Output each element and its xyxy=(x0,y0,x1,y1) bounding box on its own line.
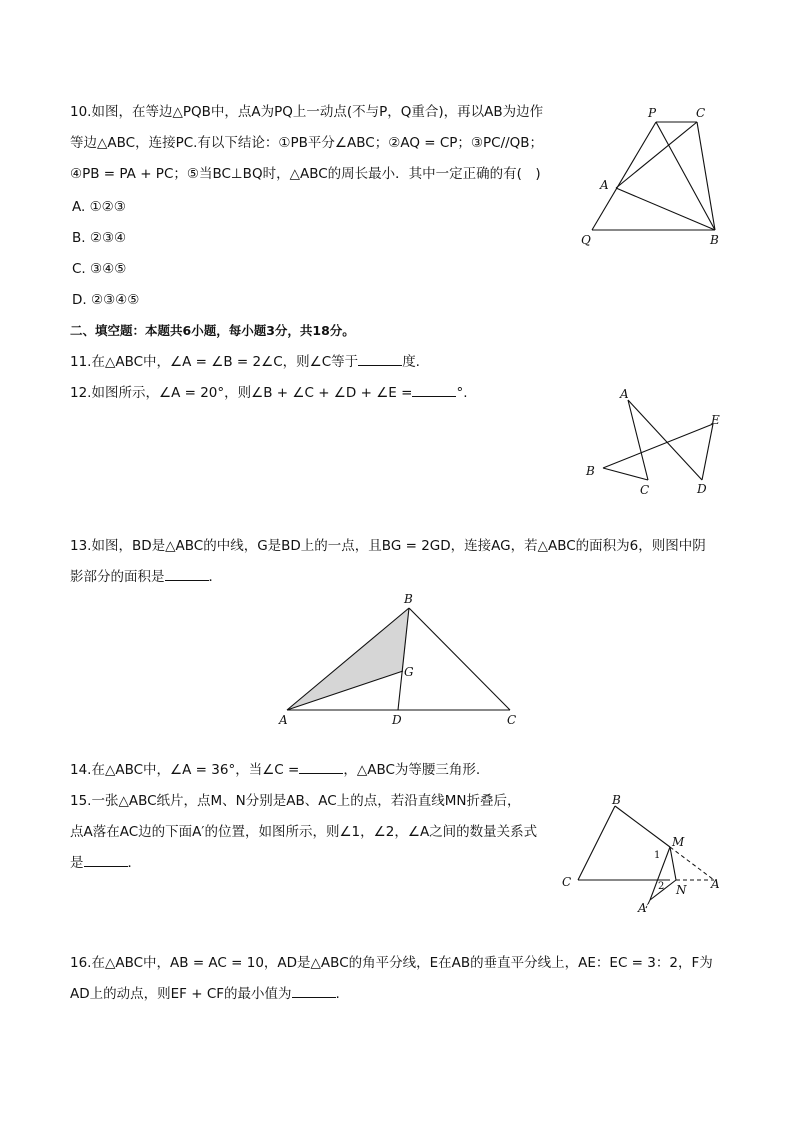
q15-label-n: N xyxy=(676,883,687,897)
q12-label-e: E xyxy=(711,413,720,427)
q15-label-a-prime: A′ xyxy=(638,901,650,915)
q15-line-3 xyxy=(70,854,141,872)
q10-option-a[interactable]: A. ①②③ xyxy=(72,199,126,215)
q12-label-d: D xyxy=(697,482,707,496)
q13-label-g: G xyxy=(404,665,414,679)
q13-line-2 xyxy=(70,568,222,586)
q15-label-c: C xyxy=(562,875,572,889)
q11-answer-blank[interactable] xyxy=(358,353,402,366)
q16-line-1: 16.在△ABC中，AB = AC = 10，AD是△ABC的角平分线，E在AB的垂直平分线上，AE：EC = 3：2，F为 xyxy=(70,955,713,971)
q10-option-c[interactable]: C. ③④⑤ xyxy=(72,261,127,277)
q15-label-angle-2: 2 xyxy=(658,881,665,892)
q10-label-c: C xyxy=(696,106,706,120)
q10-label-b: B xyxy=(710,233,719,247)
q15-label-b: B xyxy=(612,793,621,807)
q14-suffix: ，△ABC为等腰三角形. xyxy=(343,762,481,778)
q14-text: 14.在△ABC中，∠A = 36°，当∠C = xyxy=(70,762,300,778)
q10-option-b[interactable]: B. ②③④ xyxy=(72,230,127,246)
q14-line xyxy=(70,761,480,779)
q15-label-m: M xyxy=(672,835,685,849)
q13-line-1: 13.如图，BD是△ABC的中线，G是BD上的一点，且BG = 2GD，连接AG，若△ABC的面积为6，则图中阴 xyxy=(70,538,706,554)
q12-text: 12.如图所示，∠A = 20°，则∠B + ∠C + ∠D + ∠E = xyxy=(70,385,413,401)
q10-line-3: ④PB = PA + PC；⑤当BC⊥BQ时，△ABC的周长最小．其中一定正确的有( ) xyxy=(70,166,541,182)
q12-label-b: B xyxy=(586,464,595,478)
q15-label-angle-1: 1 xyxy=(654,850,661,861)
q11-line xyxy=(70,353,420,371)
section-2-title: 二、填空题：本题共6小题，每小题3分，共18分。 xyxy=(70,323,355,338)
q16-line-2 xyxy=(70,985,340,1003)
q16-text: AD上的动点，则EF + CF的最小值为 xyxy=(70,986,292,1002)
q13-text: 影部分的面积是 xyxy=(70,569,165,585)
q13-label-a: A xyxy=(279,713,288,727)
q10-label-q: Q xyxy=(581,233,591,247)
q10-label-p: P xyxy=(648,106,657,120)
q13-suffix: ． xyxy=(208,569,222,585)
q13-figure xyxy=(270,588,530,733)
q12-figure xyxy=(578,382,728,502)
q11-text: 11.在△ABC中，∠A = ∠B = 2∠C，则∠C等于 xyxy=(70,354,359,370)
q10-label-a: A xyxy=(600,178,609,192)
q15-text: 是 xyxy=(70,855,84,871)
q16-suffix: . xyxy=(335,986,340,1002)
q12-answer-blank[interactable] xyxy=(412,384,456,397)
q15-line-1: 15.一张△ABC纸片，点M、N分别是AB、AC上的点，若沿直线MN折叠后， xyxy=(70,793,521,809)
q12-suffix: °. xyxy=(456,385,468,401)
q13-label-c: C xyxy=(507,713,517,727)
q15-answer-blank[interactable] xyxy=(84,854,128,867)
q10-figure xyxy=(572,100,732,255)
q13-label-d: D xyxy=(392,713,402,727)
q16-answer-blank[interactable] xyxy=(292,985,336,998)
q12-label-a: A xyxy=(620,387,629,401)
q15-figure xyxy=(558,790,728,920)
q15-suffix: ． xyxy=(127,855,141,871)
q13-label-b: B xyxy=(404,592,413,606)
q11-suffix: 度. xyxy=(402,354,420,370)
q10-line-1: 10.如图，在等边△PQB中，点A为PQ上一动点(不与P，Q重合)，再以AB为边作 xyxy=(70,104,544,120)
q10-line-2: 等边△ABC，连接PC.有以下结论：①PB平分∠ABC；②AQ = CP；③PC//QB； xyxy=(70,135,544,151)
q12-line xyxy=(70,384,467,402)
q15-label-a: A xyxy=(711,877,720,891)
q12-label-c: C xyxy=(640,483,650,497)
q14-answer-blank[interactable] xyxy=(299,761,343,774)
q10-option-d[interactable]: D. ②③④⑤ xyxy=(72,292,140,308)
q15-line-2: 点A落在AC边的下面A′的位置，如图所示，则∠1，∠2，∠A之间的数量关系式 xyxy=(70,824,538,840)
q13-answer-blank[interactable] xyxy=(165,568,209,581)
